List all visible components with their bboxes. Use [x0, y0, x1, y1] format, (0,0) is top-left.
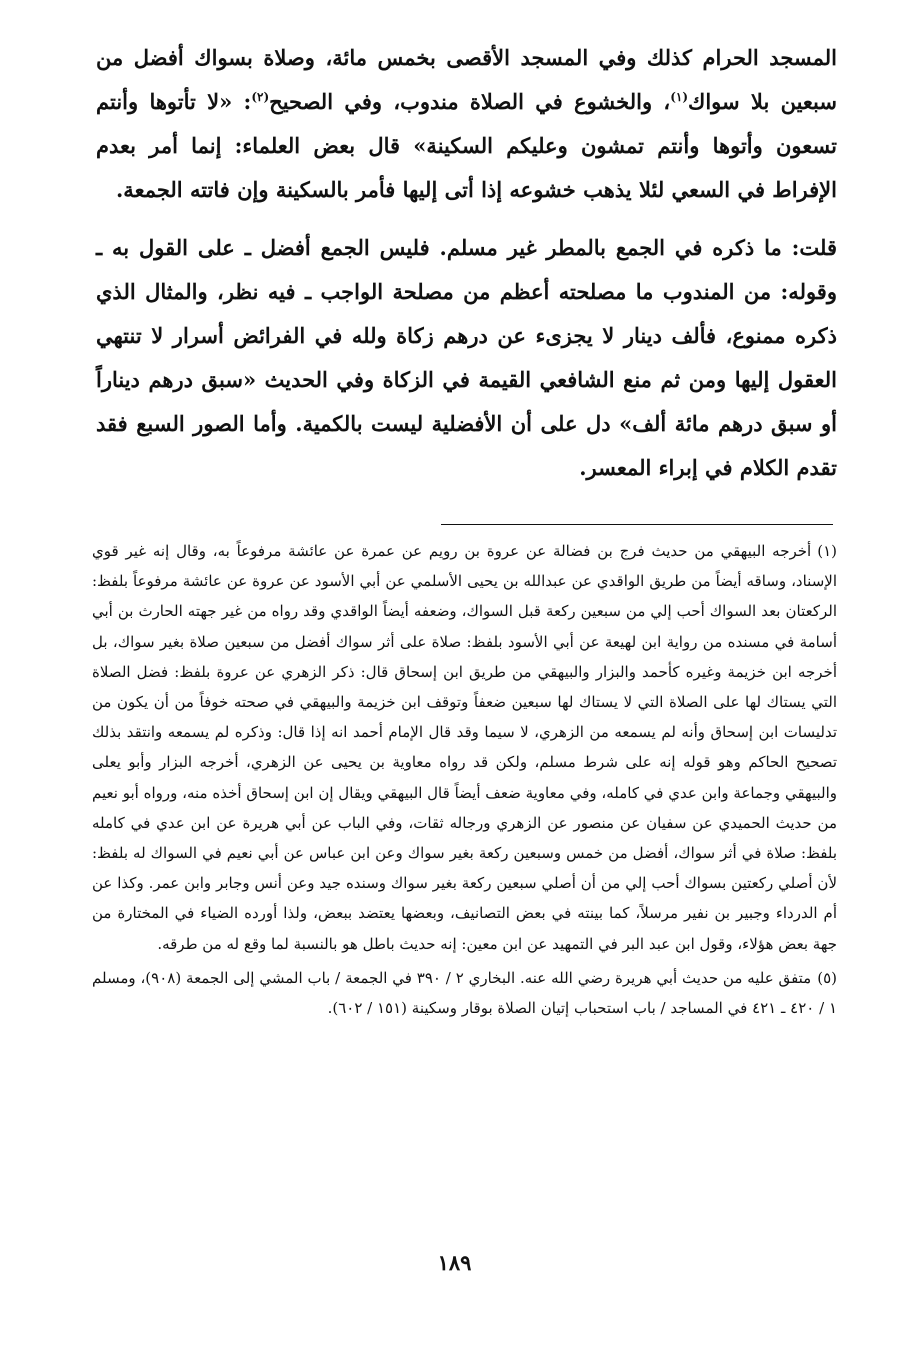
body-paragraph-2: قلت: ما ذكره في الجمع بالمطر غير مسلم. فليس الجمع أفضل ـ على القول به ـ وقوله: من المندوب ما مصلحته أعظم من مصلحة الواجب ـ فيه نظر، والمثال الذي ذكره ممنوع، فألف دينار لا يجزىء عن درهم زكاة ولله في الفرائض أسرار لا تنتهي العقول إليها ومن ثم منع الشافعي القيمة في الزكاة وفي الحديث «سبق درهم ديناراً أو سبق درهم مائة ألف» دل على أن الأفضلية ليست بالكمية. وأما الصور السبع فقد تقدم الكلام في إبراء المعسر. — [96, 235, 837, 480]
body-paragraph-1 — [96, 36, 837, 212]
paragraph-1-end: : «لا تأتوها وأنتم تسعون وأتوها وأنتم تمشون وعليكم السكينة» قال بعض العلماء: إنما أمر بعدم الإفراط في السعي لئلا يذهب خشوعه إذا أتى إليها فأمر بالسكينة وإن فاتته الجمعة. — [96, 89, 837, 202]
footnote-ref-2: (٢) — [251, 90, 270, 104]
main-text — [96, 36, 837, 490]
page-number: ١٨٩ — [437, 1250, 472, 1275]
paragraph-1-start: المسجد الحرام كذلك وفي المسجد الأقصى بخمس مائة، وصلاة بسواك أفضل من سبعين بلا سواك — [96, 45, 837, 114]
footnote-1 — [92, 536, 837, 959]
footnote-1-text: أخرجه البيهقي من حديث فرج بن فضالة عن عروة بن رويم عن عمرة عن عائشة مرفوعاً به، وقال إنه غير قوي الإسناد، وساقه أيضاً من طريق الواقدي عن عبدالله بن يحيى الأسلمي عن أبي الأسود عن عروة عن عائشة مرفوعاً بلفظ: الركعتان بعد السواك أحب إلي من سبعين ركعة قبل السواك، وضعفه أيضاً الواقدي وقد رواه من غير جهته الحارث بن أبي أسامة في مسنده من رواية ابن لهيعة عن أبي الأسود بلفظ: صلاة على أثر سواك أفضل من سبعين صلاة بغير سواك، بل أخرجه ابن خزيمة وغيره كأحمد والبزار والبيهقي من طريق ابن إسحاق قال: ذكر الزهري عن عروة بلفظ: فضل الصلاة التي يستاك لها على الصلاة التي لا يستاك لها سبعين ضعفاً وتوقف ابن خزيمة والبيهقي في صحته خوفاً من أن يكون من تدليسات ابن إسحاق وأنه لم يسمعه من الزهري، لا سيما وقد قال الإمام أحمد انه إذا قال: وذكره لم يسمعه وانتقد بذلك تصحيح الحاكم وهو قوله إنه على شرط مسلم، ولكن قد رواه معاوية بن يحيى عن الزهري، أخرجه البزار وأبو يعلى والبيهقي وجماعة وابن عدي في كامله، وفي معاوية ضعف أيضاً قال البيهقي ويقال إن ابن إسحاق أخذه منه، ورواه أبو نعيم من حديث الحميدي عن سفيان عن منصور عن الزهري ورجاله ثقات، وفي الباب عن أبي هريرة عن ابن عدي في كامله بلفظ: صلاة في أثر سواك، أفضل من خمس وسبعين ركعة بغير سواك وعن ابن عباس عن أبي نعيم في السواك له بلفظ: لأن أصلي ركعتين بسواك أحب إلي من أن أصلي سبعين ركعة بغير سواك وسنده جيد وعن أنس وجابر وابن عمر. وكذا عن أم الدرداء وجبير بن نفير مرسلاً، كما بينته في بعض التصانيف، وبعضها يعتضد ببعض، ولذا أورده الضياء في المختارة من جهة بعض هؤلاء، وقول ابن عبد البر في التمهيد عن ابن معين: إنه حديث باطل هو بالنسبة لما وقع له من طرقه. — [92, 542, 837, 953]
footnote-separator — [441, 524, 833, 525]
footnote-ref-1: (١) — [670, 90, 689, 104]
footnote-2-text: متفق عليه من حديث أبي هريرة رضي الله عنه. البخاري ٢ / ٣٩٠ في الجمعة / باب المشي إلى الجمعة (٩٠٨)، ومسلم ١ / ٤٢٠ ـ ٤٢١ في المساجد / باب استحباب إتيان الصلاة بوقار وسكينة (١٥١ / ٦٠٢). — [92, 968, 837, 1018]
footnote-2-marker: (٥) — [817, 968, 837, 987]
footnotes — [92, 536, 837, 1023]
footnote-1-marker: (١) — [817, 542, 837, 560]
footnote-2 — [92, 963, 837, 1023]
paragraph-1-middle: ، والخشوع في الصلاة مندوب، وفي الصحيح — [269, 89, 671, 114]
